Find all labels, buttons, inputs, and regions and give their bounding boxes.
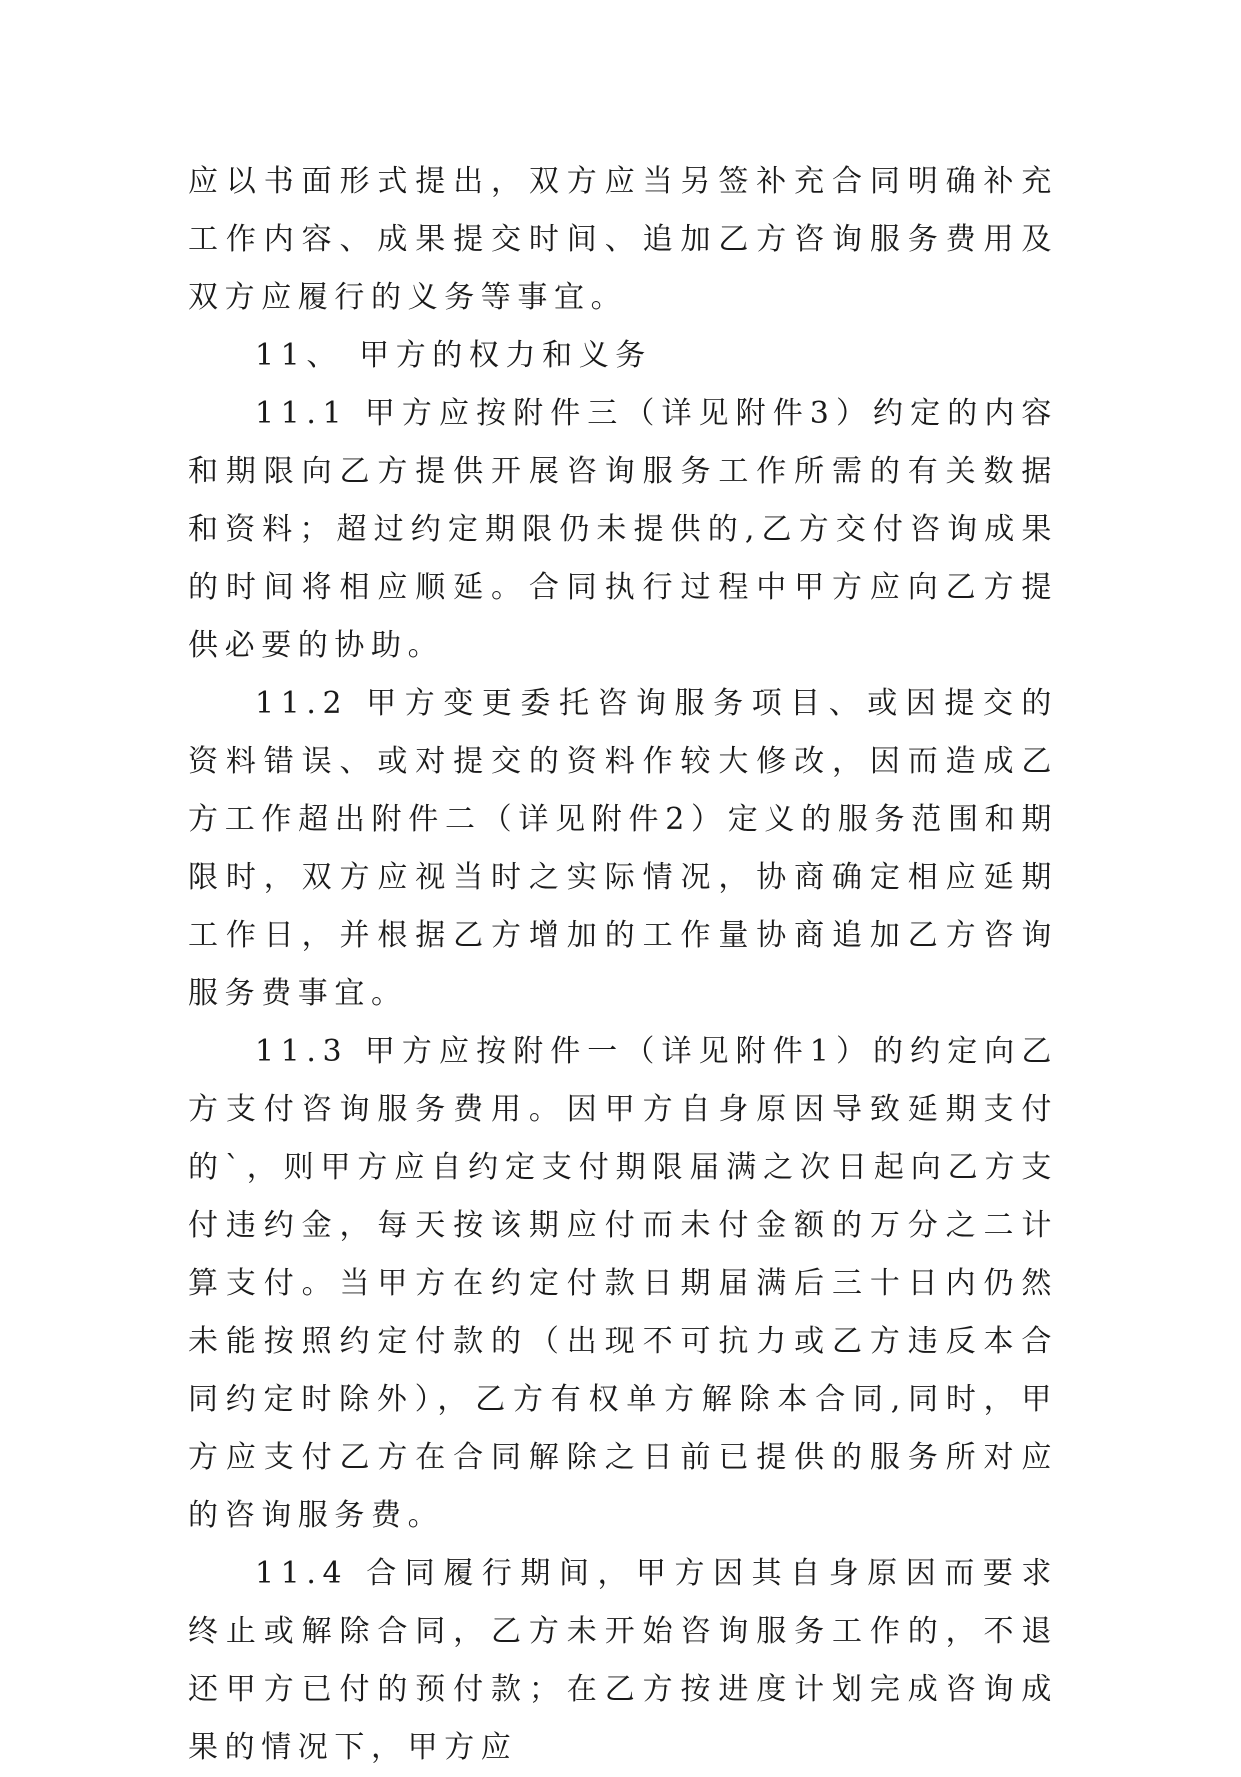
clause-11-2: 11.2 甲方变更委托咨询服务项目、或因提交的资料错误、或对提交的资料作较大修改，因而造成乙方工作超出附件二（详见附件2）定义的服务范围和期限时，双方应视当时之实际情况，协商确定相应延期工作日，并根据乙方增加的工作量协商追加乙方咨询服务费事宜。 <box>188 686 1058 1011</box>
section-heading-11: 11、 甲方的权力和义务 <box>255 338 652 373</box>
document-body <box>188 153 1058 1777</box>
clause-11-1: 11.1 甲方应按附件三（详见附件3）约定的内容和期限向乙方提供开展咨询服务工作所需的有关数据和资料；超过约定期限仍未提供的,乙方交付咨询成果的时间将相应顺延。合同执行过程中甲方应向乙方提供必要的协助。 <box>188 396 1058 663</box>
clause-11-4: 11.4 合同履行期间，甲方因其自身原因而要求终止或解除合同，乙方未开始咨询服务工作的，不退还甲方已付的预付款；在乙方按进度计划完成咨询成果的情况下，甲方应 <box>188 1556 1058 1765</box>
clause-11-3: 11.3 甲方应按附件一（详见附件1）的约定向乙方支付咨询服务费用。因甲方自身原因导致延期支付的`，则甲方应自约定支付期限届满之次日起向乙方支付违约金，每天按该期应付而未付金额的万分之二计算支付。当甲方在约定付款日期届满后三十日内仍然未能按照约定付款的（出现不可抗力或乙方违反本合同约定时除外），乙方有权单方解除本合同,同时，甲方应支付乙方在合同解除之日前已提供的服务所对应的咨询服务费。 <box>188 1034 1058 1533</box>
paragraph-continuation: 应以书面形式提出，双方应当另签补充合同明确补充工作内容、成果提交时间、追加乙方咨询服务费用及双方应履行的义务等事宜。 <box>188 164 1058 315</box>
